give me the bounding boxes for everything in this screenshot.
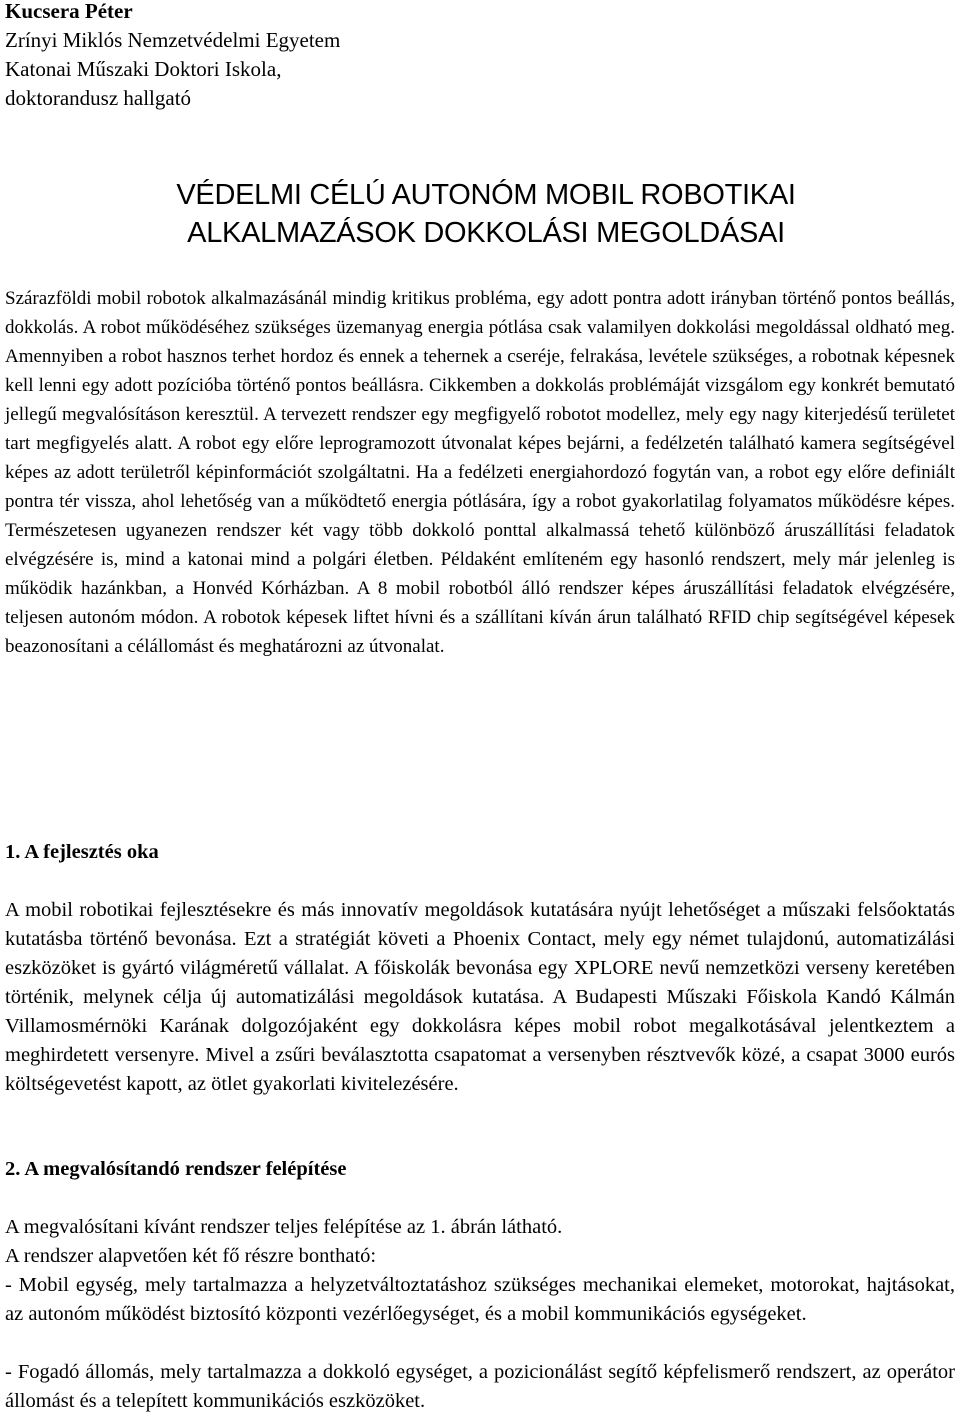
list-item: - Fogadó állomás, mely tartalmazza a dokkoló egységet, a pozicionálást segítő képfelismerő rendszert, az operátor állomást és a telepített kommunikációs eszközöket. [5, 1361, 955, 1412]
section-2-intro-line: A rendszer alapvetően két fő részre bontható: [5, 1245, 377, 1267]
author-name: Kucsera Péter [5, 0, 133, 23]
title-line-2: ALKALMAZÁSOK DOKKOLÁSI MEGOLDÁSAI [187, 217, 785, 249]
abstract-paragraph: Szárazföldi mobil robotok alkalmazásánál mindig kritikus probléma, egy adott pontra adott irányban történő pontos beállás, dokkolás. A robot működéséhez szükséges üzemanyag energia pótlása csak valamilyen dokkolási megoldással oldható meg. Amennyiben a robot hasznos terhet hordoz és ennek a tehernek a cseréje, felrakása, levétele szükséges, a robotnak képesnek kell lenni egy adott pozícióba történő pontos beállásra. Cikkemben a dokkolás problémáját vizsgálom egy konkrét bemutató jellegű megvalósításon keresztül. A tervezett rendszer egy megfigyelő robotot modellez, mely egy nagy kiterjedésű területet tart megfigyelés alatt. A robot egy előre leprogramozott útvonalat képes bejárni, a fedélzetén található kamera segítségével képes az adott területről képinformációt szolgáltatni. Ha a fedélzeti energiahordozó fogytán van, a robot egy előre definiált pontra tér vissza, ahol lehetőség van a működtető energia pótlására, így a robot gyakorlatilag folyamatos működésre képes. Természetesen ugyanezen rendszer két vagy több dokkoló ponttal alkalmassá tehető különböző áruszállítási feladatok elvégzésére is, mind a katonai mind a polgári életben. Példaként említeném egy hasonló rendszert, mely már jelenleg is működik hazánkban, a Honvéd Kórházban. A 8 mobil robotból álló rendszer képes áruszállítási feladatok elvégzésére, teljesen autonóm módon. A robotok képesek liftet hívni és a szállítani kíván árun található RFID chip segítségével képesek beazonosítani a célállomást és meghatározni az útvonalat. [5, 288, 955, 657]
list-item: - Mobil egység, mely tartalmazza a helyzetváltoztatáshoz szükséges mechanikai elemeket, motorokat, hajtásokat, az autonóm működést biztosító központi vezérlőegységet, és a mobil kommunikációs egységeket. [5, 1274, 955, 1325]
affiliation-line: Zrínyi Miklós Nemzetvédelmi Egyetem [5, 28, 341, 52]
section-1-paragraph: A mobil robotikai fejlesztésekre és más innovatív megoldások kutatására nyújt lehetőséget a műszaki felsőoktatás kutatásba történő bevonása. Ezt a stratégiát követi a Phoenix Contact, mely egy német tulajdonú, automatizálási eszközöket is gyártó világméretű vállalat. A főiskolák bevonása egy XPLORE nevű nemzetközi verseny keretében történik, melynek célja új automatizálási megoldások kutatása. A Budapesti Műszaki Főiskola Kandó Kálmán Villamosmérnöki Karának dolgozójaként egy dokkolásra képes mobil robot megalkotásával jelentkeztem a meghirdetett versenyre. Mivel a zsűri beválasztotta csapatomat a versenyben résztvevők közé, a csapat 3000 eurós költségevetést kapott, az ötlet gyakorlati kivitelezésére. [5, 899, 955, 1095]
section-2-intro-line: A megvalósítani kívánt rendszer teljes felépítése az 1. ábrán látható. [5, 1216, 563, 1238]
author-block [5, 0, 340, 113]
affiliation-line: doktorandusz hallgató [5, 86, 192, 110]
document-title [12, 176, 960, 252]
title-line-1: VÉDELMI CÉLÚ AUTONÓM MOBIL ROBOTIKAI [176, 179, 796, 211]
section-1-heading: 1. A fejlesztés oka [5, 841, 159, 863]
section-2-heading: 2. A megvalósítandó rendszer felépítése [5, 1158, 347, 1180]
affiliation-line: Katonai Műszaki Doktori Iskola, [5, 57, 282, 81]
